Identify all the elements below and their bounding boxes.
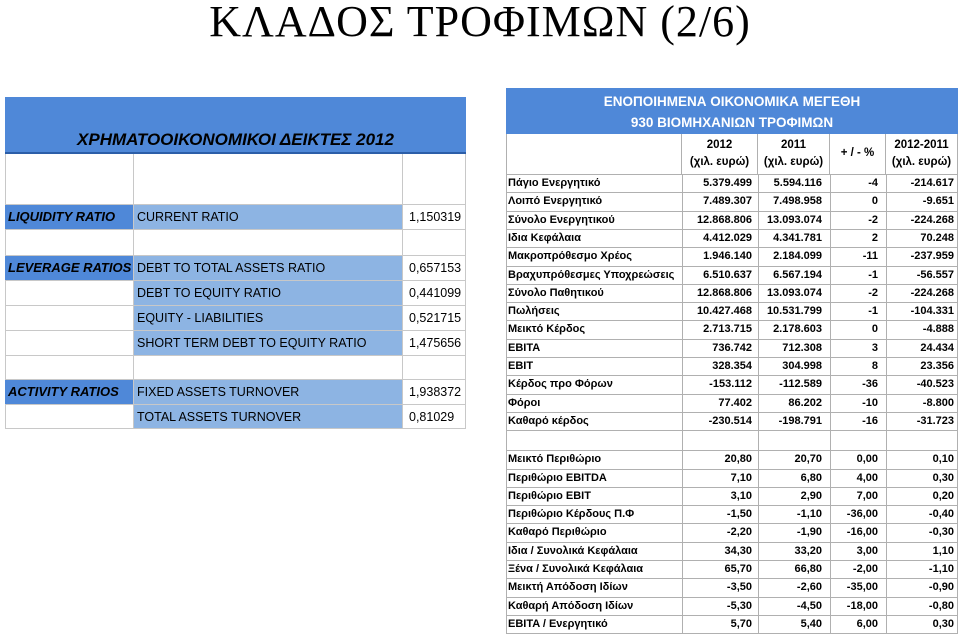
financials-table-header: ΕΝΟΠΟΙΗΜΕΝΑ ΟΙΚΟΝΟΜΙΚΑ ΜΕΓΕΘΗ 930 ΒΙΟΜΗΧΑΝΙΩΝ ΤΡΟΦΙΜΩΝ (506, 88, 958, 134)
row-value: 86.202 (788, 396, 822, 409)
row-value: -224.268 (910, 286, 954, 299)
row-value: 23.356 (920, 360, 954, 372)
row-value: -4 (868, 177, 878, 189)
row-value: 6.567.194 (773, 268, 822, 281)
row-value: -8.800 (922, 396, 954, 409)
ratio-label: DEBT TO EQUITY RATIO (134, 281, 402, 305)
column-header-2012: 2012 (χιλ. ευρώ) (682, 134, 758, 174)
table-row (506, 284, 958, 302)
row-value: -36,00 (846, 508, 878, 521)
row-value: 0 (871, 195, 878, 208)
row-label: Βραχυπρόθεσμες Υποχρεώσεις (508, 268, 675, 281)
row-label: Μακροπρόθεσμο Χρέος (508, 250, 632, 263)
row-value: -36 (862, 378, 878, 391)
row-value: 12.868.806 (696, 213, 752, 226)
row-value: 6,00 (856, 617, 878, 630)
row-value: -4.888 (922, 323, 954, 336)
row-value: -2 (868, 213, 878, 226)
row-value: 20,70 (794, 453, 822, 466)
row-value: 5,40 (800, 617, 822, 630)
row-value: -35,00 (846, 581, 878, 594)
row-label: EBITA (508, 341, 541, 354)
row-label: Πάγιο Ενεργητικό (508, 177, 601, 189)
row-label: Περιθώριο EBIT (508, 489, 591, 502)
row-value: 7,10 (730, 471, 752, 484)
ratios-table-header: ΧΡΗΜΑΤΟΟΙΚΟΝΟΜΙΚΟΙ ΔΕΙΚΤΕΣ 2012 (5, 97, 466, 154)
row-value: 0,30 (932, 471, 954, 484)
row-value: -16,00 (846, 526, 878, 539)
table-row (506, 192, 958, 210)
category-leverage: LEVERAGE RATIOS (5, 256, 133, 280)
row-value: 3 (871, 341, 878, 354)
table-row (506, 174, 958, 192)
row-value: 1,10 (932, 544, 954, 557)
table-row (506, 505, 958, 523)
row-value: 13.093.074 (766, 213, 822, 226)
row-value: 65,70 (724, 563, 752, 575)
row-value: -1 (868, 268, 878, 281)
ratio-label: EQUITY - LIABILITIES (134, 306, 402, 330)
row-value: -16 (862, 414, 878, 427)
row-value: -2,60 (796, 581, 822, 594)
row-value: -1,10 (796, 508, 822, 521)
row-value: 2,90 (800, 489, 822, 502)
table-row (506, 211, 958, 229)
row-value: -18,00 (846, 599, 878, 612)
row-value: 1.946.140 (703, 250, 752, 263)
row-value: 5,70 (730, 617, 752, 630)
row-label: Σύνολο Ενεργητικού (508, 213, 615, 226)
row-value: 5.594.116 (773, 177, 822, 189)
row-label: Περιθώριο Κέρδους Π.Φ (508, 508, 635, 521)
table-row (506, 302, 958, 320)
row-value: 0,30 (932, 617, 954, 630)
row-value: 712.308 (782, 341, 822, 354)
column-header-change-pct: + / - % (830, 134, 886, 174)
row-value: -0,40 (928, 508, 954, 521)
row-value: -31.723 (916, 414, 954, 427)
column-header-difference: 2012-2011 (χιλ. ευρώ) (886, 134, 958, 174)
row-value: 7.489.307 (703, 195, 752, 208)
row-value: 0 (871, 323, 878, 336)
row-value: 70.248 (920, 231, 954, 244)
row-value: -0,90 (928, 581, 954, 594)
ratio-value: 0,521715 (409, 311, 462, 325)
row-label: EBITA / Ενεργητικό (508, 617, 608, 630)
row-value: 0,00 (856, 453, 878, 466)
ratio-value: 1,150319 (409, 210, 462, 224)
row-value: -0,30 (928, 526, 954, 539)
row-value: -0,80 (928, 599, 954, 612)
row-value: 2.184.099 (773, 250, 822, 263)
ratio-value: 0,81029 (409, 410, 455, 424)
row-value: 736.742 (712, 341, 752, 354)
row-value: 0,10 (932, 453, 954, 466)
row-value: -2,20 (726, 526, 752, 539)
row-value: 0,20 (932, 489, 954, 502)
ratio-label: FIXED ASSETS TURNOVER (134, 380, 402, 404)
row-value: 2.713.715 (703, 323, 752, 336)
row-label: Περιθώριο EBITDA (508, 471, 607, 484)
row-value: -2 (868, 286, 878, 299)
row-value: -1,50 (726, 508, 752, 521)
row-value: 7.498.958 (773, 195, 822, 208)
table-row (506, 615, 958, 633)
row-value: -112.589 (779, 378, 822, 391)
row-label: Μεικτή Απόδοση Ιδίων (508, 581, 628, 594)
row-label: Ξένα / Συνολικά Κεφάλαια (508, 563, 644, 575)
row-value: -9.651 (922, 195, 954, 208)
row-value: 304.998 (782, 360, 822, 372)
row-value: -1,90 (796, 526, 822, 539)
row-value: -10 (862, 396, 878, 409)
row-value: 3,00 (856, 544, 878, 557)
table-row (506, 266, 958, 284)
row-value: 6,80 (800, 471, 822, 484)
row-label: Λοιπό Ενεργητικό (508, 195, 603, 208)
row-value: -104.331 (910, 305, 954, 318)
row-value: 33,20 (794, 544, 822, 557)
row-value: 13.093.074 (766, 286, 822, 299)
ratio-label: TOTAL ASSETS TURNOVER (134, 405, 402, 429)
row-value: -198.791 (778, 414, 822, 427)
table-row (506, 469, 958, 487)
row-label: Σύνολο Παθητικού (508, 286, 604, 299)
row-value: -3,50 (726, 581, 752, 594)
row-value: 77.402 (718, 396, 752, 409)
row-value: 10.427.468 (696, 305, 752, 318)
row-label: Κέρδος προ Φόρων (508, 378, 613, 391)
table-row (506, 229, 958, 247)
row-value: 34,30 (724, 544, 752, 557)
row-value: -1 (868, 305, 878, 318)
ratio-label: SHORT TERM DEBT TO EQUITY RATIO (134, 331, 402, 355)
row-label: Καθαρό Περιθώριο (508, 526, 607, 539)
table-row (506, 450, 958, 468)
column-header-2011: 2011 (χιλ. ευρώ) (758, 134, 830, 174)
row-label: Καθαρή Απόδοση Ιδίων (508, 599, 634, 612)
row-label: Φόροι (508, 396, 541, 409)
row-label: Ιδια / Συνολικά Κεφάλαια (508, 544, 638, 557)
category-activity: ACTIVITY RATIOS (5, 380, 133, 404)
row-value: 4.412.029 (703, 231, 752, 244)
row-value: 24.434 (920, 341, 954, 354)
row-value: 20,80 (724, 453, 752, 466)
row-value: 3,10 (730, 489, 752, 502)
slide-title: ΚΛΑΔΟΣ ΤΡΟΦΙΜΩΝ (2/6) (209, 0, 751, 46)
table-row (506, 357, 958, 375)
row-value: -153.112 (709, 378, 752, 391)
row-label: Μεικτό Περιθώριο (508, 453, 602, 466)
table-row (506, 578, 958, 596)
row-value: 66,80 (794, 563, 822, 575)
financial-ratios-table (5, 97, 466, 429)
row-value: 12.868.806 (696, 286, 752, 299)
row-value: -1,10 (928, 563, 954, 575)
table-row (506, 247, 958, 265)
row-value: -11 (862, 250, 878, 263)
table-row (506, 560, 958, 578)
row-value: 2 (871, 231, 878, 244)
ratio-value: 0,441099 (409, 286, 462, 300)
row-label: Καθαρό κέρδος (508, 414, 589, 427)
table-row (506, 597, 958, 615)
row-label: Ιδια Κεφάλαια (508, 231, 581, 244)
ratio-value: 0,657153 (409, 261, 462, 275)
row-value: 328.354 (712, 360, 752, 372)
row-value: -56.557 (916, 268, 954, 281)
ratio-value: 1,475656 (409, 336, 462, 350)
row-value: 6.510.637 (703, 268, 752, 281)
category-liquidity: LIQUIDITY RATIO (5, 205, 133, 229)
row-value: -214.617 (910, 177, 954, 189)
row-value: 8 (871, 360, 878, 372)
row-value: -230.514 (708, 414, 752, 427)
row-value: 5.379.499 (703, 177, 752, 189)
table-row (506, 394, 958, 412)
row-value: 2.178.603 (773, 323, 822, 336)
row-value: -2,00 (852, 563, 878, 575)
ratio-value: 1,938372 (409, 385, 462, 399)
row-value: -4,50 (796, 599, 822, 612)
row-value: 7,00 (856, 489, 878, 502)
row-value: 4.341.781 (773, 231, 822, 244)
ratio-label: DEBT TO TOTAL ASSETS RATIO (134, 256, 402, 280)
row-value: 10.531.799 (766, 305, 822, 318)
table-row (506, 320, 958, 338)
column-header-name (506, 134, 682, 174)
row-label: EBIT (508, 360, 534, 372)
table-row (506, 487, 958, 505)
row-value: -224.268 (910, 213, 954, 226)
row-value: -40.523 (916, 378, 954, 391)
table-row (506, 375, 958, 393)
row-label: Πωλήσεις (508, 305, 560, 318)
ratio-label: CURRENT RATIO (134, 205, 402, 229)
table-row (506, 542, 958, 560)
row-value: -5,30 (726, 599, 752, 612)
table-row (506, 339, 958, 357)
row-value: -237.959 (910, 250, 954, 263)
table-row (506, 523, 958, 541)
row-label: Μεικτό Κέρδος (508, 323, 586, 336)
consolidated-financials-table (506, 88, 958, 639)
table-row (506, 412, 958, 430)
row-value: 4,00 (856, 471, 878, 484)
